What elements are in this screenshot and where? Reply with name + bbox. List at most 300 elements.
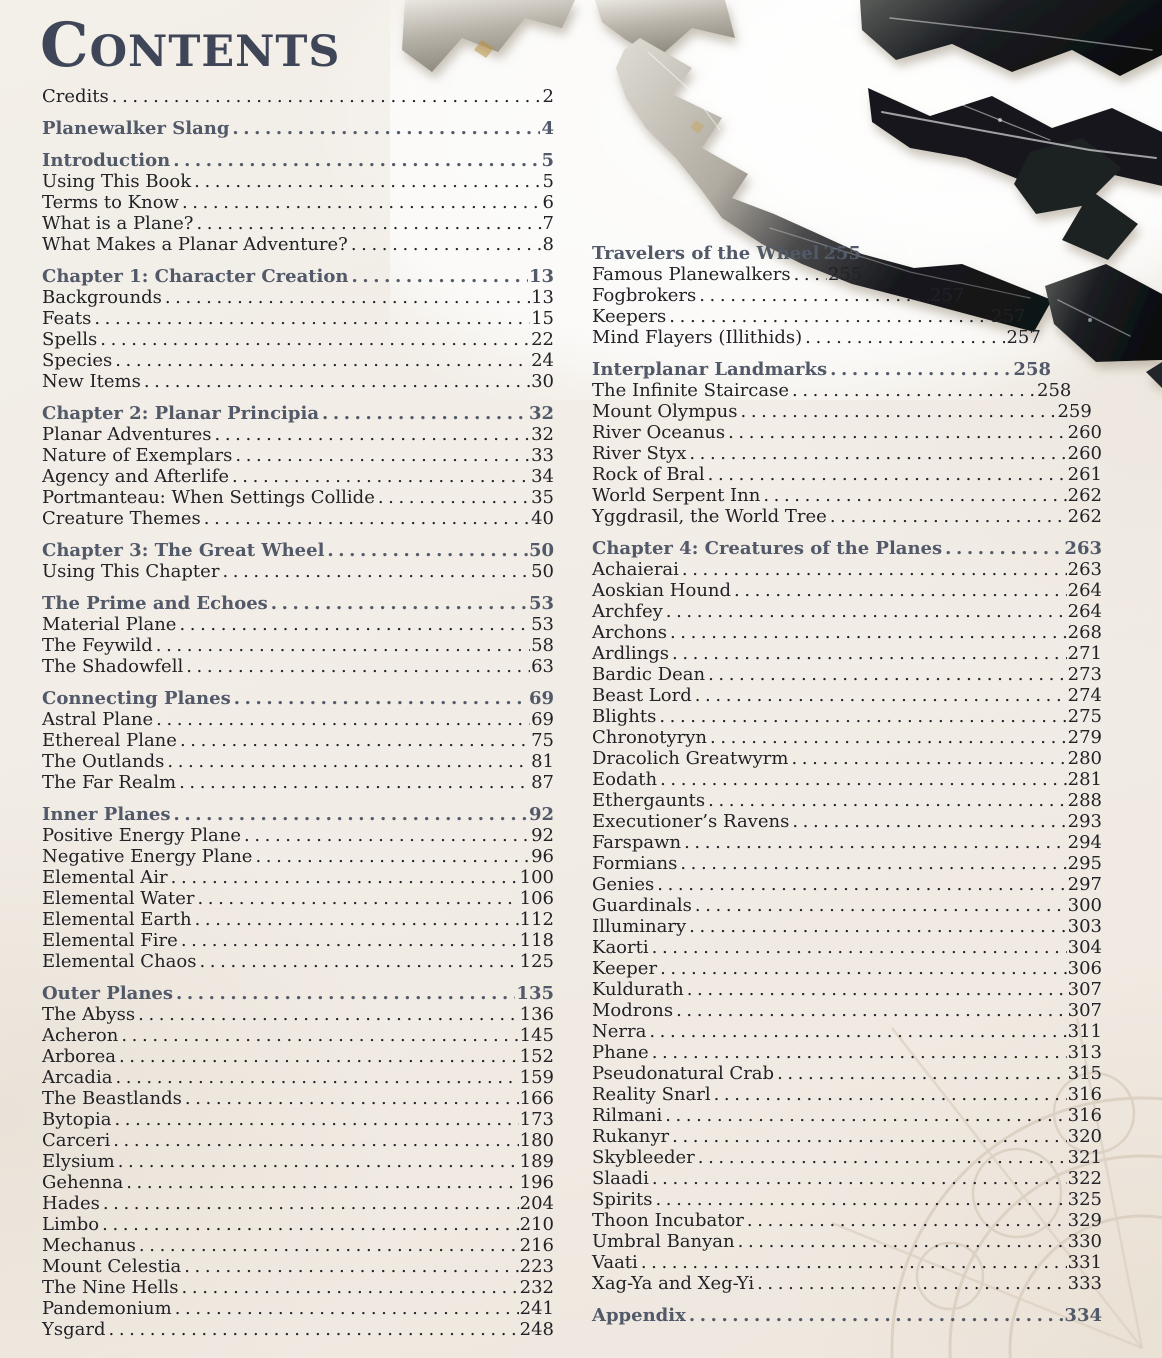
toc-page-number: 53: [528, 593, 554, 614]
dot-leader: [728, 422, 1067, 443]
toc-entry[interactable]: [42, 1319, 554, 1340]
toc-entry[interactable]: [592, 1021, 1102, 1042]
toc-page-number: 92: [528, 804, 554, 825]
dot-leader: [186, 656, 530, 677]
toc-page-number: 261: [1067, 464, 1102, 485]
toc-entry[interactable]: [592, 979, 1102, 1000]
toc-group: [42, 804, 554, 972]
toc-page-number: 106: [519, 888, 554, 909]
toc-page-number: 13: [531, 287, 554, 308]
toc-entry[interactable]: [592, 1189, 1102, 1210]
toc-page-number: 216: [519, 1235, 554, 1256]
dot-leader: [649, 1021, 1066, 1042]
dot-leader: [747, 1210, 1067, 1231]
toc-entry[interactable]: [592, 1231, 1102, 1252]
toc-group: [42, 688, 554, 793]
toc-entry[interactable]: [42, 487, 554, 508]
toc-entry-label: Keeper: [592, 958, 658, 979]
dot-leader: [741, 401, 1057, 422]
toc-entry-label: Archfey: [592, 601, 663, 622]
toc-entry-label: Bardic Dean: [592, 664, 706, 685]
toc-page-number: 30: [531, 371, 554, 392]
toc-entry[interactable]: [592, 790, 1102, 811]
dot-leader: [271, 593, 528, 614]
toc-entry[interactable]: [592, 380, 1071, 401]
dot-leader: [660, 769, 1067, 790]
toc-entry[interactable]: [592, 1273, 1102, 1294]
toc-entry-label: The Infinite Staircase: [592, 380, 789, 401]
toc-entry-label: What Makes a Planar Adventure?: [42, 234, 348, 255]
dot-leader: [115, 1067, 518, 1088]
toc-entry-label: Chapter 3: The Great Wheel: [42, 540, 325, 561]
toc-page-number: 322: [1067, 1168, 1102, 1189]
toc-page-number: 279: [1067, 727, 1102, 748]
toc-entry[interactable]: [592, 727, 1102, 748]
dot-leader: [232, 466, 530, 487]
toc-page-number: 297: [1067, 874, 1102, 895]
toc-entry[interactable]: [42, 656, 554, 677]
dot-leader: [670, 622, 1067, 643]
toc-entry-label: The Shadowfell: [42, 656, 184, 677]
toc-entry[interactable]: [42, 466, 554, 487]
toc-entry[interactable]: [592, 1063, 1102, 1084]
toc-page-number: 118: [519, 930, 554, 951]
toc-entry[interactable]: [42, 930, 554, 951]
toc-entry-label: Elysium: [42, 1151, 115, 1172]
toc-entry-label: Interplanar Landmarks: [592, 359, 828, 380]
toc-page-number: 4: [541, 118, 554, 139]
toc-entry-label: Keepers: [592, 306, 667, 327]
toc-entry[interactable]: [42, 825, 554, 846]
toc-page-number: 135: [516, 983, 554, 1004]
toc-page-number: 333: [1067, 1273, 1102, 1294]
toc-entry-label: What is a Plane?: [42, 213, 194, 234]
toc-entry[interactable]: [592, 1126, 1102, 1147]
toc-entry[interactable]: [42, 1235, 554, 1256]
toc-entry[interactable]: [592, 1105, 1102, 1126]
toc-entry-label: Credits: [42, 86, 109, 107]
toc-entry[interactable]: [42, 192, 554, 213]
dot-leader: [660, 958, 1067, 979]
toc-entry[interactable]: [592, 1168, 1102, 1189]
toc-entry-label: Appendix: [592, 1305, 686, 1326]
toc-entry[interactable]: [592, 685, 1102, 706]
toc-page-number: 271: [1067, 643, 1102, 664]
toc-page-number: 257: [929, 285, 965, 306]
toc-page-number: 87: [531, 772, 554, 793]
toc-entry-label: Gehenna: [42, 1172, 124, 1193]
toc-page-number: 33: [531, 445, 554, 466]
toc-page-number: 75: [531, 730, 554, 751]
toc-entry-label: Chapter 1: Character Creation: [42, 266, 349, 287]
dot-leader: [351, 234, 542, 255]
toc-entry-label: Creature Themes: [42, 508, 201, 529]
dot-leader: [184, 1256, 518, 1277]
dot-leader: [669, 306, 990, 327]
toc-entry-label: Thoon Incubator: [592, 1210, 744, 1231]
dot-leader: [173, 150, 540, 171]
toc-entry-label: Achaierai: [592, 559, 679, 580]
toc-entry-label: Agency and Afterlife: [42, 466, 229, 487]
dot-leader: [181, 930, 519, 951]
toc-entry-label: Ethergaunts: [592, 790, 706, 811]
toc-page-number: 255: [827, 264, 863, 285]
toc-entry-label: River Oceanus: [592, 422, 726, 443]
toc-entry-label: Elemental Air: [42, 867, 168, 888]
toc-entry[interactable]: [42, 1046, 554, 1067]
toc-entry[interactable]: [42, 1130, 554, 1151]
toc-entry-label: Feats: [42, 308, 92, 329]
dot-leader: [109, 1319, 519, 1340]
dot-leader: [665, 1105, 1066, 1126]
toc-entry[interactable]: [42, 213, 554, 234]
toc-entry[interactable]: [592, 401, 1092, 422]
toc-entry[interactable]: [592, 464, 1102, 485]
toc-entry-label: Using This Chapter: [42, 561, 220, 582]
toc-entry-label: Chronotyryn: [592, 727, 708, 748]
toc-entry[interactable]: [42, 635, 554, 656]
toc-entry[interactable]: [42, 867, 554, 888]
dot-leader: [175, 1298, 519, 1319]
toc-page-number: 34: [531, 466, 554, 487]
toc-page-number: 145: [519, 1025, 554, 1046]
toc-column-right: [592, 243, 1102, 1337]
toc-entry-label: Formians: [592, 853, 678, 874]
toc-page-number: 311: [1067, 1021, 1102, 1042]
toc-entry[interactable]: [42, 614, 554, 635]
toc-entry-label: Mount Celestia: [42, 1256, 182, 1277]
toc-section-heading[interactable]: [42, 540, 554, 561]
toc-entry-label: Elemental Fire: [42, 930, 178, 951]
toc-entry[interactable]: [42, 424, 554, 445]
toc-page-number: 196: [519, 1172, 554, 1193]
dot-leader: [792, 811, 1066, 832]
toc-entry[interactable]: [592, 622, 1102, 643]
toc-section-heading[interactable]: [42, 688, 554, 709]
toc-entry-label: Vaati: [592, 1252, 638, 1273]
toc-entry[interactable]: [592, 1084, 1102, 1105]
toc-page-number: 159: [519, 1067, 554, 1088]
toc-page-number: 259: [1057, 401, 1092, 422]
toc-page-number: 258: [1037, 380, 1072, 401]
toc-entry[interactable]: [42, 951, 554, 972]
dot-leader: [185, 1088, 519, 1109]
toc-entry[interactable]: [592, 895, 1102, 916]
toc-entry[interactable]: [42, 1298, 554, 1319]
dot-leader: [222, 561, 530, 582]
toc-entry-label: Archons: [592, 622, 667, 643]
toc-entry[interactable]: [592, 832, 1102, 853]
dot-leader: [115, 350, 530, 371]
toc-page-number: 316: [1067, 1105, 1102, 1126]
toc-entry[interactable]: [42, 561, 554, 582]
toc-entry[interactable]: [592, 643, 1102, 664]
toc-entry-label: Introduction: [42, 150, 171, 171]
toc-entry[interactable]: [42, 234, 554, 255]
toc-entry[interactable]: [592, 1210, 1102, 1231]
toc-entry[interactable]: [592, 264, 862, 285]
toc-page-number: 281: [1067, 769, 1102, 790]
toc-entry[interactable]: [592, 443, 1102, 464]
toc-entry-label: Aoskian Hound: [592, 580, 732, 601]
toc-entry[interactable]: [42, 730, 554, 751]
dot-leader: [657, 874, 1066, 895]
dot-leader: [126, 1172, 518, 1193]
toc-entry-label: Pandemonium: [42, 1298, 172, 1319]
toc-entry-label: Phane: [592, 1042, 649, 1063]
toc-page-number: 136: [519, 1004, 554, 1025]
toc-entry-label: Blights: [592, 706, 657, 727]
toc-entry[interactable]: [42, 1172, 554, 1193]
toc-entry[interactable]: [42, 86, 554, 107]
toc-entry[interactable]: [42, 1214, 554, 1235]
dot-leader: [757, 1273, 1067, 1294]
toc-entry-label: The Abyss: [42, 1004, 136, 1025]
dot-leader: [652, 937, 1067, 958]
dot-leader: [176, 983, 515, 1004]
dot-leader: [195, 909, 519, 930]
dot-leader: [945, 538, 1063, 559]
toc-entry[interactable]: [592, 327, 1041, 348]
toc-section-heading[interactable]: [592, 243, 862, 264]
dot-leader: [689, 1305, 1064, 1326]
toc-entry[interactable]: [42, 508, 554, 529]
dot-leader: [698, 1147, 1067, 1168]
toc-entry[interactable]: [592, 1042, 1102, 1063]
toc-entry[interactable]: [42, 171, 554, 192]
toc-entry-label: Farspawn: [592, 832, 682, 853]
toc-entry[interactable]: [592, 506, 1102, 527]
toc-entry[interactable]: [592, 306, 1026, 327]
toc-section-heading[interactable]: [592, 359, 1051, 380]
toc-entry[interactable]: [592, 664, 1102, 685]
toc-entry-label: Bytopia: [42, 1109, 112, 1130]
toc-page-number: 316: [1067, 1084, 1102, 1105]
toc-entry[interactable]: [42, 751, 554, 772]
toc-entry[interactable]: [42, 287, 554, 308]
dot-leader: [103, 1193, 519, 1214]
dot-leader: [167, 751, 530, 772]
toc-group: [592, 243, 1102, 348]
dot-leader: [351, 266, 527, 287]
toc-entry[interactable]: [592, 958, 1102, 979]
dot-leader: [830, 359, 1012, 380]
toc-page-number: 5: [541, 150, 554, 171]
toc-entry-label: The Far Realm: [42, 772, 177, 793]
toc-page-number: 260: [1067, 422, 1102, 443]
toc-page-number: 173: [519, 1109, 554, 1130]
toc-entry-label: Fogbrokers: [592, 285, 697, 306]
toc-page-number: 63: [531, 656, 554, 677]
toc-entry-label: Rock of Bral: [592, 464, 705, 485]
toc-page-number: 262: [1067, 506, 1102, 527]
dot-leader: [100, 329, 530, 350]
toc-entry-label: Yggdrasil, the World Tree: [592, 506, 827, 527]
toc-page-number: 334: [1064, 1305, 1102, 1326]
toc-page-number: 304: [1067, 937, 1102, 958]
toc-entry[interactable]: [42, 709, 554, 730]
toc-entry[interactable]: [592, 559, 1102, 580]
toc-entry-label: Limbo: [42, 1214, 100, 1235]
page-title-initial: C: [40, 10, 90, 81]
toc-page-number: 166: [519, 1088, 554, 1109]
toc-page-number: 92: [531, 825, 554, 846]
toc-entry[interactable]: [42, 1088, 554, 1109]
dot-leader: [659, 706, 1066, 727]
dot-leader: [672, 1126, 1066, 1147]
dot-leader: [830, 506, 1067, 527]
toc-section-heading[interactable]: [42, 804, 554, 825]
toc-group: [592, 538, 1102, 1294]
toc-section-heading[interactable]: [42, 593, 554, 614]
toc-entry[interactable]: [42, 1109, 554, 1130]
toc-page-number: 189: [519, 1151, 554, 1172]
toc-page-number: 300: [1067, 895, 1102, 916]
toc-page-number: 50: [531, 561, 554, 582]
dot-leader: [196, 213, 541, 234]
toc-entry-label: Ethereal Plane: [42, 730, 177, 751]
toc-page-number: 306: [1067, 958, 1102, 979]
toc-group: [42, 540, 554, 582]
toc-entry-label: Terms to Know: [42, 192, 179, 213]
toc-entry-label: Elemental Earth: [42, 909, 192, 930]
toc-entry[interactable]: [42, 1193, 554, 1214]
dot-leader: [684, 832, 1067, 853]
toc-entry[interactable]: [42, 350, 554, 371]
toc-entry[interactable]: [592, 748, 1102, 769]
toc-entry[interactable]: [42, 1256, 554, 1277]
dot-leader: [714, 1084, 1067, 1105]
toc-entry[interactable]: [592, 916, 1102, 937]
toc-page-number: 69: [528, 688, 554, 709]
toc-page-number: 263: [1064, 538, 1102, 559]
toc-entry-label: Genies: [592, 874, 655, 895]
page-title: [40, 10, 341, 81]
toc-entry[interactable]: [592, 706, 1102, 727]
toc-entry-label: Kaorti: [592, 937, 649, 958]
toc-entry[interactable]: [592, 285, 964, 306]
toc-entry[interactable]: [592, 811, 1102, 832]
dot-leader: [652, 1042, 1067, 1063]
toc-page-number: 263: [1067, 559, 1102, 580]
toc-entry[interactable]: [592, 1147, 1102, 1168]
dot-leader: [378, 487, 530, 508]
dot-leader: [197, 888, 518, 909]
toc-entry[interactable]: [42, 371, 554, 392]
page-title-rest: ONTENTS: [89, 27, 341, 77]
toc-entry[interactable]: [592, 874, 1102, 895]
toc-entry[interactable]: [592, 580, 1102, 601]
toc-entry[interactable]: [592, 601, 1102, 622]
toc-entry-label: Chapter 2: Planar Principia: [42, 403, 319, 424]
toc-entry[interactable]: [42, 888, 554, 909]
toc-entry-label: Arcadia: [42, 1067, 113, 1088]
dot-leader: [708, 664, 1067, 685]
toc-entry[interactable]: [42, 445, 554, 466]
toc-page-number: 6: [542, 192, 554, 213]
toc-section-heading[interactable]: [42, 150, 554, 171]
toc-entry[interactable]: [42, 1067, 554, 1088]
dot-leader: [680, 853, 1066, 874]
toc-entry[interactable]: [42, 846, 554, 867]
toc-page-number: 8: [542, 234, 554, 255]
dot-leader: [156, 709, 530, 730]
toc-entry[interactable]: [42, 909, 554, 930]
toc-page-number: 329: [1067, 1210, 1102, 1231]
toc-entry[interactable]: [42, 1277, 554, 1298]
toc-section-heading[interactable]: [42, 403, 554, 424]
toc-entry[interactable]: [42, 1151, 554, 1172]
toc-entry[interactable]: [42, 772, 554, 793]
toc-entry-label: Positive Energy Plane: [42, 825, 241, 846]
toc-entry[interactable]: [592, 937, 1102, 958]
dot-leader: [689, 916, 1067, 937]
toc-entry-label: Mount Olympus: [592, 401, 738, 422]
toc-page-number: 257: [991, 306, 1026, 327]
toc-entry[interactable]: [592, 1252, 1102, 1273]
toc-page-number: 69: [531, 709, 554, 730]
toc-entry-label: Mind Flayers (Illithids): [592, 327, 803, 348]
toc-section-heading[interactable]: [42, 118, 554, 139]
dot-leader: [144, 371, 530, 392]
dot-leader: [182, 1277, 519, 1298]
dot-leader: [322, 403, 528, 424]
toc-group: [42, 983, 554, 1340]
toc-entry[interactable]: [592, 769, 1102, 790]
toc-section-heading[interactable]: [592, 1305, 1102, 1326]
toc-page-number: 325: [1067, 1189, 1102, 1210]
toc-page-number: 5: [542, 171, 554, 192]
toc-entry-label: Using This Book: [42, 171, 192, 192]
toc-group: [42, 403, 554, 529]
toc-entry-label: World Serpent Inn: [592, 485, 761, 506]
toc-section-heading[interactable]: [42, 266, 554, 287]
dot-leader: [255, 846, 530, 867]
toc-page-number: 264: [1067, 580, 1102, 601]
toc-page-number: 15: [531, 308, 554, 329]
toc-group: [592, 359, 1102, 527]
toc-entry[interactable]: [42, 1004, 554, 1025]
toc-page-number: 96: [531, 846, 554, 867]
toc-entry-label: Portmanteau: When Settings Collide: [42, 487, 375, 508]
toc-entry-label: Chapter 4: Creatures of the Planes: [592, 538, 943, 559]
toc-entry-label: The Beastlands: [42, 1088, 182, 1109]
toc-entry[interactable]: [592, 853, 1102, 874]
toc-entry-label: Spells: [42, 329, 98, 350]
toc-entry[interactable]: [42, 329, 554, 350]
toc-entry-label: Beast Lord: [592, 685, 692, 706]
toc-group: [42, 86, 554, 107]
toc-entry-label: Material Plane: [42, 614, 177, 635]
toc-page-number: 32: [528, 403, 554, 424]
toc-entry-label: Pseudonatural Crab: [592, 1063, 775, 1084]
toc-entry-label: Rilmani: [592, 1105, 663, 1126]
toc-entry[interactable]: [592, 422, 1102, 443]
toc-page-number: 293: [1067, 811, 1102, 832]
toc-entry[interactable]: [42, 308, 554, 329]
toc-page-number: 58: [531, 635, 554, 656]
toc-entry[interactable]: [592, 1000, 1102, 1021]
toc-entry[interactable]: [592, 485, 1102, 506]
toc-entry[interactable]: [42, 1025, 554, 1046]
toc-entry-label: Eodath: [592, 769, 658, 790]
dot-leader: [199, 951, 518, 972]
toc-section-heading[interactable]: [42, 983, 554, 1004]
toc-entry-label: Skybleeder: [592, 1147, 695, 1168]
toc-page-number: 50: [528, 540, 554, 561]
toc-section-heading[interactable]: [592, 538, 1102, 559]
toc-entry-label: Planar Adventures: [42, 424, 212, 445]
